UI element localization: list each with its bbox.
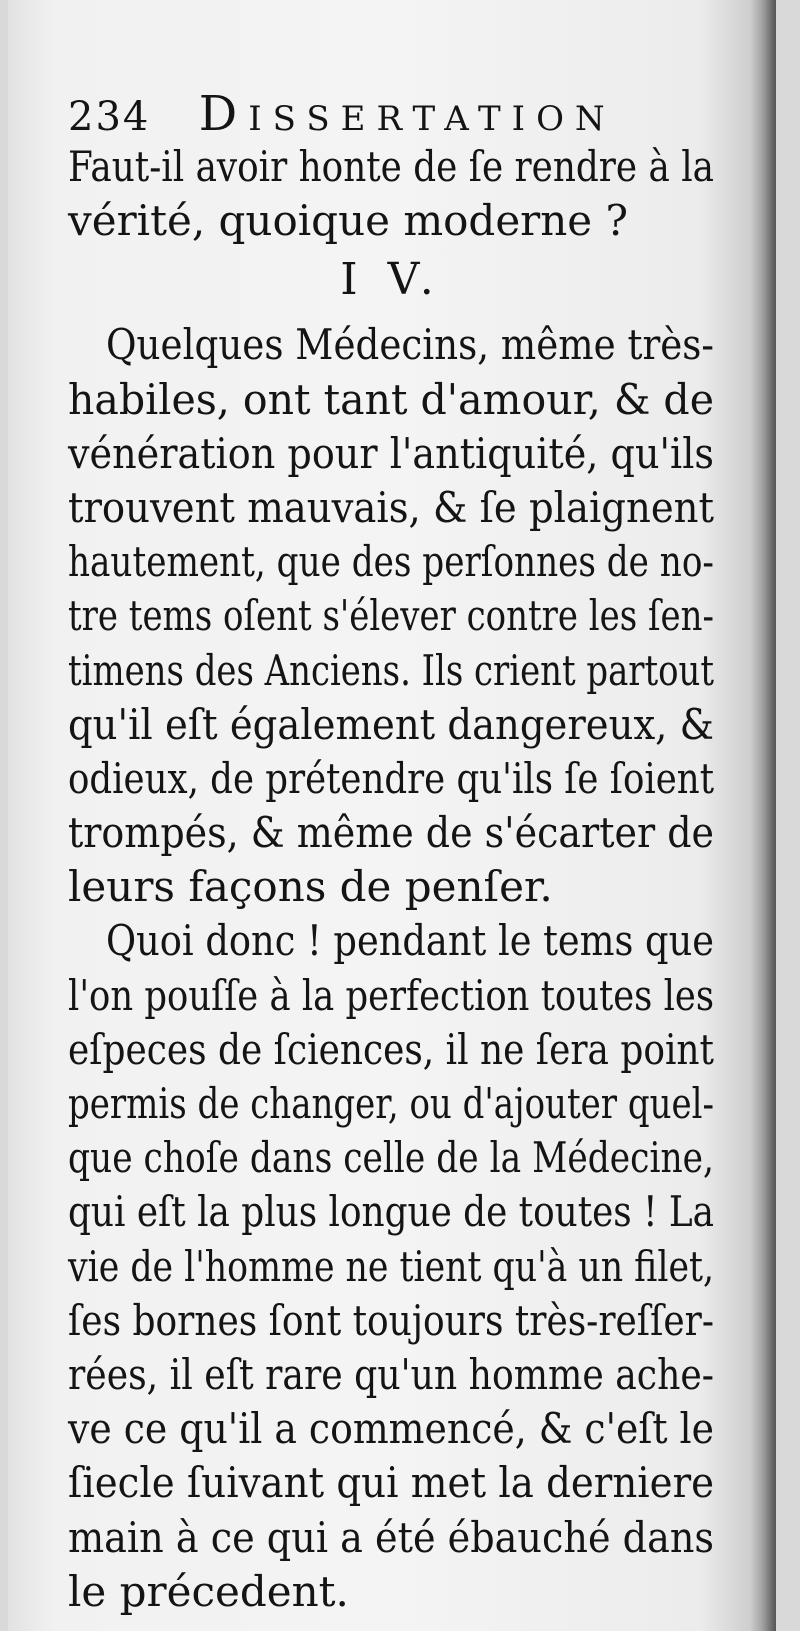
text-line: rées, il eſt rare qu'un homme ache- xyxy=(68,1349,714,1399)
text-line: Faut-il avoir honte de ſe rendre à la xyxy=(68,142,714,191)
running-title: DISSERTATION xyxy=(198,86,616,142)
text-line: qui eſt la plus longue de toutes ! La xyxy=(68,1187,714,1237)
text-line: le précedent. xyxy=(68,1566,349,1616)
text-line: trompés, & même de s'écarter de xyxy=(68,808,714,858)
text-line: l'on pouſſe à la perfection toutes les xyxy=(68,970,714,1020)
text-line: habiles, ont tant d'amour, & de xyxy=(68,374,714,424)
text-line: Quelques Médecins, même très- xyxy=(106,320,714,370)
text-line: hautement, que des perſonnes de no- xyxy=(68,537,714,587)
text-line: qu'il eſt également dangereux, & xyxy=(68,699,714,749)
text-line: vénération pour l'antiquité, qu'ils xyxy=(68,428,714,478)
text-line: ſes bornes ſont toujours très-reſſer- xyxy=(68,1295,714,1345)
page-gutter-shadow xyxy=(750,0,776,1631)
paragraph-2 xyxy=(68,914,714,1618)
text-line: ve ce qu'il a commencé, & c'eſt le xyxy=(68,1404,714,1454)
text-line: vie de l'homme ne tient qu'à un filet, xyxy=(68,1241,714,1291)
text-line: ſiecle ſuivant qui met la derniere xyxy=(68,1458,714,1508)
paragraph-1 xyxy=(68,318,714,914)
text-line: main à ce qui a été ébauché dans xyxy=(68,1512,714,1562)
page-number: 234 xyxy=(68,94,151,140)
page-header xyxy=(68,84,708,144)
text-line: timens des Anciens. Ils crient partout xyxy=(68,645,714,695)
text-line: trouvent mauvais, & ſe plaignent xyxy=(68,482,714,532)
text-line: vérité, quoique moderne ? xyxy=(68,196,629,246)
text-line: tre tems oſent s'élever contre les ſen- xyxy=(68,591,714,641)
body-text xyxy=(68,140,714,1619)
text-line: Quoi donc ! pendant le tems que xyxy=(106,916,714,966)
text-line: odieux, de prétendre qu'ils ſe ſoient xyxy=(68,753,714,803)
text-line: que choſe dans celle de la Médecine, xyxy=(68,1133,714,1183)
text-line: eſpeces de ſciences, il ne ſera point xyxy=(68,1024,714,1074)
paragraph-0 xyxy=(68,140,714,248)
text-line: leurs façons de penſer. xyxy=(68,862,553,912)
book-page xyxy=(8,0,776,1631)
text-line: permis de changer, ou d'ajouter quel- xyxy=(68,1079,714,1128)
section-heading: I V. xyxy=(340,254,442,306)
